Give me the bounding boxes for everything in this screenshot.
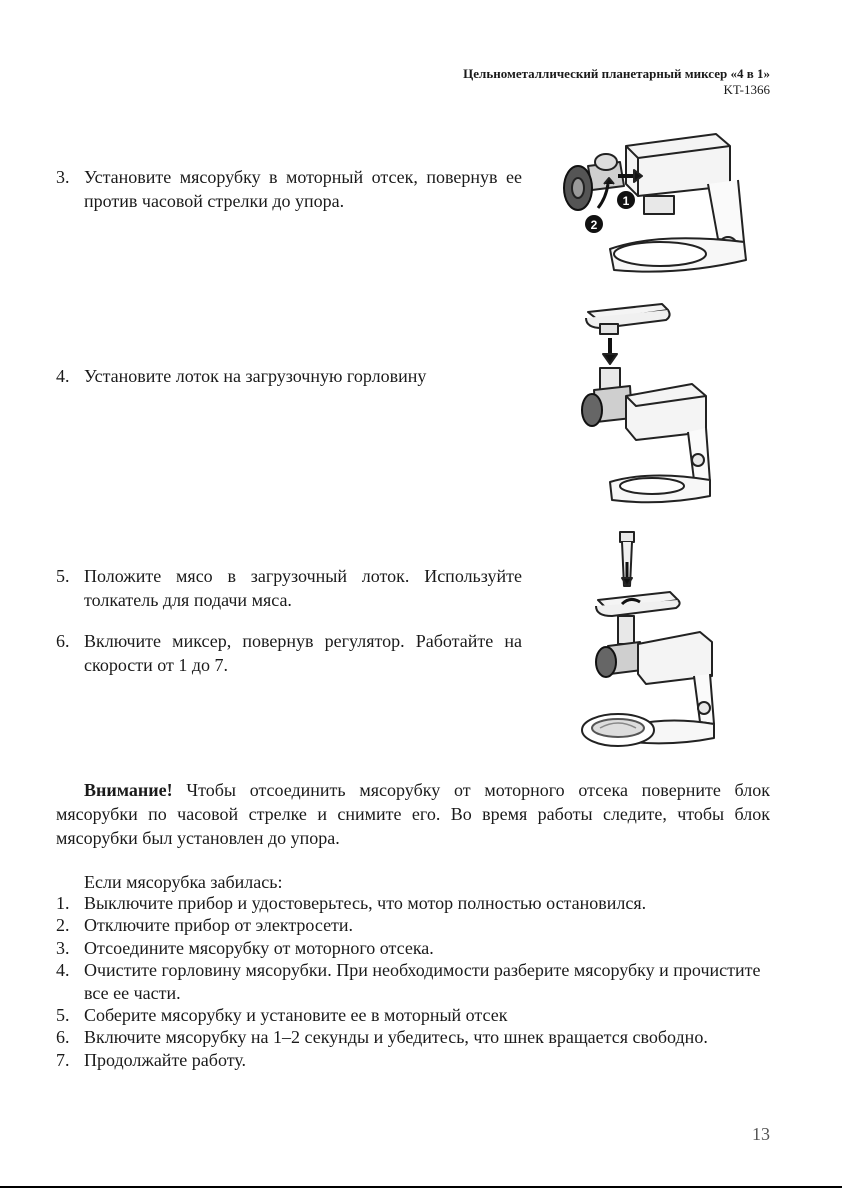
step-text: Установите мясорубку в моторный отсек, повернув ее против часовой стрелки до упора.: [84, 167, 522, 211]
step-text: Установите лоток на загрузочную горловину: [84, 366, 427, 386]
item-number: 5.: [56, 1005, 70, 1026]
list-item: [56, 1049, 770, 1071]
warning-text: Чтобы отсоединить мясорубку от моторного отсека поверните блок мясорубки по часовой стрелке и снимите его. Во время работы следите, чтобы блок мясорубки был установлен до упора.: [56, 780, 770, 848]
step-6: [56, 629, 522, 677]
item-text: Отсоедините мясорубку от моторного отсека.: [84, 937, 434, 958]
item-text: Отключите прибор от электросети.: [84, 915, 354, 936]
header-title: Цельнометаллический планетарный миксер «4 в 1»: [463, 66, 770, 81]
figure-feed-meat: [578, 528, 728, 753]
item-text: Очистите горловину мясорубки. При необходимости разберите мясорубку и прочистите все ее части.: [84, 960, 761, 1003]
figure-install-grinder: [548, 124, 778, 289]
step-3: [56, 165, 522, 213]
list-item: [56, 937, 770, 959]
item-text: Включите мясорубку на 1–2 секунды и убедитесь, что шнек вращается свободно.: [84, 1027, 708, 1048]
list-item: [56, 1026, 770, 1048]
badge-2: 2: [590, 218, 598, 232]
clog-intro: Если мясорубка забилась:: [84, 872, 283, 892]
step-number: 3.: [56, 167, 70, 187]
step-number: 6.: [56, 631, 70, 651]
list-item: [56, 1004, 770, 1026]
item-number: 4.: [56, 960, 70, 981]
step-text: Включите миксер, повернув регулятор. Работайте на скорости от 1 до 7.: [84, 631, 522, 675]
item-text: Соберите мясорубку и установите ее в моторный отсек: [84, 1005, 508, 1026]
item-number: 3.: [56, 937, 70, 958]
item-number: 6.: [56, 1027, 70, 1048]
warning-paragraph: [56, 778, 770, 850]
warning-label: Внимание!: [84, 780, 173, 800]
item-number: 1.: [56, 893, 70, 913]
step-5: [56, 564, 522, 612]
list-item: [56, 892, 770, 914]
step-number: 5.: [56, 566, 70, 586]
list-item: [56, 914, 770, 936]
item-number: 2.: [56, 915, 70, 936]
step-4: [56, 364, 522, 388]
header-model: KT-1366: [723, 82, 770, 97]
list-item: [56, 959, 770, 1004]
item-text: Продолжайте работу.: [84, 1049, 247, 1070]
item-number: 7.: [56, 1049, 70, 1070]
figure-install-tray: [570, 300, 720, 505]
step-number: 4.: [56, 366, 70, 386]
badge-1: 1: [622, 194, 630, 208]
page-divider: [0, 1186, 842, 1188]
clog-steps-list: [56, 892, 770, 1071]
page-number: 13: [752, 1124, 770, 1144]
step-text: Положите мясо в загрузочный лоток. Используйте толкатель для подачи мяса.: [84, 566, 522, 610]
item-text: Выключите прибор и удостоверьтесь, что мотор полностью остановился.: [84, 893, 647, 913]
